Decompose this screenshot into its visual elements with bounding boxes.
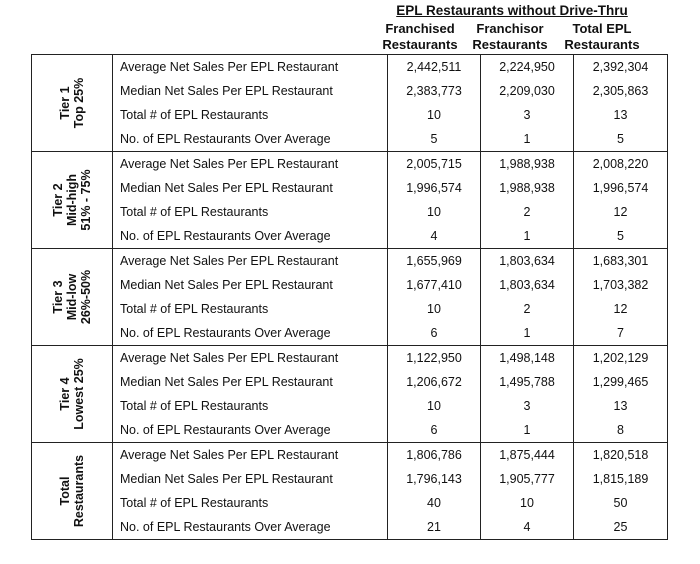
tier-label-line: Mid-low	[65, 273, 79, 321]
total-value: 25	[574, 515, 668, 540]
column-header-line: Franchised	[385, 21, 455, 36]
franchisor-value: 1	[481, 224, 574, 249]
franchised-value: 1,806,786	[388, 443, 481, 468]
franchisor-value: 4	[481, 515, 574, 540]
tier-label-line: Mid-high	[65, 173, 79, 227]
total-value: 1,815,189	[574, 467, 668, 491]
tier-label-line: Tier 4	[58, 377, 72, 411]
total-value: 1,820,518	[574, 443, 668, 468]
total-value: 7	[574, 321, 668, 346]
row-label: No. of EPL Restaurants Over Average	[113, 321, 388, 346]
column-header-line: Total EPL	[572, 21, 632, 36]
franchisor-value: 1	[481, 418, 574, 443]
column-header-line: Restaurants	[472, 37, 548, 52]
franchised-value: 2,442,511	[388, 55, 481, 80]
franchisor-value: 10	[481, 491, 574, 515]
tier-label-line: 26%-50%	[79, 269, 93, 325]
franchised-value: 6	[388, 321, 481, 346]
tier-label	[51, 169, 93, 230]
row-label: Median Net Sales Per EPL Restaurant	[113, 176, 388, 200]
total-value: 13	[574, 394, 668, 418]
tier-label-line: Tier 3	[51, 280, 65, 314]
column-header-line: Franchisor	[476, 21, 544, 36]
row-label: Total # of EPL Restaurants	[113, 491, 388, 515]
franchised-value: 6	[388, 418, 481, 443]
table-row	[32, 346, 668, 371]
total-value: 5	[574, 127, 668, 152]
tier-label	[58, 78, 86, 128]
franchisor-value: 3	[481, 103, 574, 127]
total-value: 2,008,220	[574, 152, 668, 177]
franchised-value: 10	[388, 103, 481, 127]
total-value: 1,683,301	[574, 249, 668, 274]
table-row	[32, 370, 668, 394]
row-label: Average Net Sales Per EPL Restaurant	[113, 249, 388, 274]
franchised-value: 10	[388, 200, 481, 224]
franchised-value: 21	[388, 515, 481, 540]
franchised-value: 1,796,143	[388, 467, 481, 491]
table-row	[32, 394, 668, 418]
total-value: 1,299,465	[574, 370, 668, 394]
franchisor-value: 1,803,634	[481, 249, 574, 274]
row-label: Median Net Sales Per EPL Restaurant	[113, 79, 388, 103]
row-label: Average Net Sales Per EPL Restaurant	[113, 55, 388, 80]
row-label: No. of EPL Restaurants Over Average	[113, 224, 388, 249]
tier-label-line: Lowest 25%	[72, 358, 86, 430]
franchisor-value: 1,905,777	[481, 467, 574, 491]
tier-label	[58, 358, 86, 430]
tier-label-line: Top 25%	[72, 77, 86, 129]
row-label: No. of EPL Restaurants Over Average	[113, 127, 388, 152]
table-row	[32, 249, 668, 274]
franchised-value: 1,677,410	[388, 273, 481, 297]
tier-label-line: Restaurants	[72, 454, 86, 528]
tier-label-line: 51% - 75%	[79, 169, 93, 231]
franchised-value: 10	[388, 297, 481, 321]
total-value: 13	[574, 103, 668, 127]
tier-4-cell	[32, 346, 113, 443]
tier-3-cell	[32, 249, 113, 346]
row-label: Total # of EPL Restaurants	[113, 103, 388, 127]
row-label: Total # of EPL Restaurants	[113, 297, 388, 321]
franchisor-value: 1	[481, 127, 574, 152]
franchised-value: 10	[388, 394, 481, 418]
franchisor-value: 1,495,788	[481, 370, 574, 394]
column-header-franchisor	[467, 21, 553, 53]
franchised-value: 40	[388, 491, 481, 515]
tier-label-line: Total	[58, 476, 72, 506]
table-row	[32, 273, 668, 297]
total-value: 12	[574, 200, 668, 224]
franchisor-value: 2	[481, 297, 574, 321]
column-header-line: Restaurants	[564, 37, 640, 52]
row-label: Median Net Sales Per EPL Restaurant	[113, 467, 388, 491]
table-row	[32, 515, 668, 540]
franchisor-value: 1,988,938	[481, 176, 574, 200]
franchisor-value: 1,988,938	[481, 152, 574, 177]
franchised-value: 1,655,969	[388, 249, 481, 274]
franchisor-value: 3	[481, 394, 574, 418]
table-row	[32, 321, 668, 346]
tier-label	[58, 455, 86, 527]
franchised-value: 1,122,950	[388, 346, 481, 371]
total-value: 1,996,574	[574, 176, 668, 200]
tier-label	[51, 270, 93, 324]
tier-1-cell	[32, 55, 113, 152]
total-value: 12	[574, 297, 668, 321]
table-row	[32, 200, 668, 224]
franchisor-value: 1,875,444	[481, 443, 574, 468]
table-row	[32, 55, 668, 80]
column-header-franchised	[378, 21, 462, 53]
table-row	[32, 152, 668, 177]
franchisor-value: 2,224,950	[481, 55, 574, 80]
tier-label-line: Tier 2	[51, 183, 65, 217]
table-row	[32, 224, 668, 249]
table-row	[32, 491, 668, 515]
row-label: Median Net Sales Per EPL Restaurant	[113, 273, 388, 297]
column-header-total	[556, 21, 648, 53]
total-tier-cell	[32, 443, 113, 540]
franchised-value: 4	[388, 224, 481, 249]
total-value: 2,392,304	[574, 55, 668, 80]
tier-label-line: Tier 1	[58, 86, 72, 120]
franchised-value: 5	[388, 127, 481, 152]
franchisor-value: 1	[481, 321, 574, 346]
tier-2-cell	[32, 152, 113, 249]
row-label: No. of EPL Restaurants Over Average	[113, 418, 388, 443]
column-header-line: Restaurants	[382, 37, 458, 52]
epl-sales-table	[31, 54, 668, 540]
table-group-title: EPL Restaurants without Drive-Thru	[396, 3, 628, 18]
table-row	[32, 467, 668, 491]
table-row	[32, 418, 668, 443]
total-value: 8	[574, 418, 668, 443]
table-row	[32, 176, 668, 200]
table-row	[32, 79, 668, 103]
franchisor-value: 2	[481, 200, 574, 224]
franchised-value: 2,005,715	[388, 152, 481, 177]
total-value: 5	[574, 224, 668, 249]
table-row	[32, 103, 668, 127]
total-value: 1,703,382	[574, 273, 668, 297]
total-value: 50	[574, 491, 668, 515]
table-row	[32, 443, 668, 468]
row-label: No. of EPL Restaurants Over Average	[113, 515, 388, 540]
row-label: Average Net Sales Per EPL Restaurant	[113, 443, 388, 468]
franchised-value: 1,996,574	[388, 176, 481, 200]
total-value: 2,305,863	[574, 79, 668, 103]
row-label: Average Net Sales Per EPL Restaurant	[113, 152, 388, 177]
table-row	[32, 127, 668, 152]
franchisor-value: 2,209,030	[481, 79, 574, 103]
franchisor-value: 1,498,148	[481, 346, 574, 371]
row-label: Total # of EPL Restaurants	[113, 394, 388, 418]
franchised-value: 2,383,773	[388, 79, 481, 103]
franchisor-value: 1,803,634	[481, 273, 574, 297]
row-label: Average Net Sales Per EPL Restaurant	[113, 346, 388, 371]
row-label: Total # of EPL Restaurants	[113, 200, 388, 224]
franchised-value: 1,206,672	[388, 370, 481, 394]
total-value: 1,202,129	[574, 346, 668, 371]
row-label: Median Net Sales Per EPL Restaurant	[113, 370, 388, 394]
table-row	[32, 297, 668, 321]
